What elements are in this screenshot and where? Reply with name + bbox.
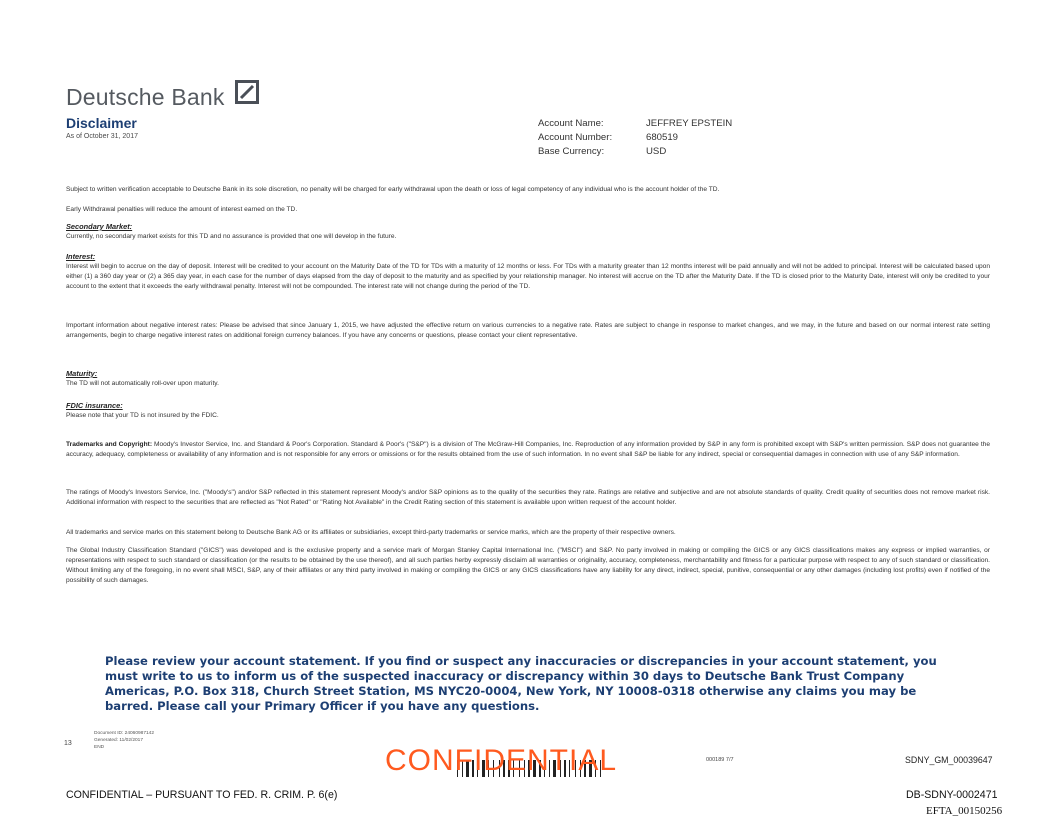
efta-number: EFTA_00150256 bbox=[926, 805, 1003, 817]
fdic-text: Please note that your TD is not insured by the FDIC. bbox=[66, 412, 219, 419]
base-currency-label: Base Currency: bbox=[538, 146, 605, 157]
page-sequence-code: 000189 7/7 bbox=[706, 757, 734, 763]
trademarks-copyright-paragraph bbox=[66, 440, 990, 460]
bank-brand-name: Deutsche Bank bbox=[66, 84, 225, 110]
secondary-market-section bbox=[66, 222, 990, 242]
page-title: Disclaimer bbox=[66, 115, 137, 131]
db-sdny-bates-number: DB-SDNY-0002471 bbox=[906, 789, 998, 801]
document-id: Document ID: 24060987142 bbox=[94, 731, 155, 736]
ratings-paragraph: The ratings of Moody's Investors Service, Inc. ("Moody's") and/or S&P reflected in this statement represent Moody's and/or S&P opinions as to the quality of the securities they rate. Ratings are relative and subjective and are not absolute standards of quality. Credit quality of securities does not remove market risk. Additional information with respect to the securities that are reflected as "Not Rated" or "Rating Not Available" in the Credit Rating section of this statement is available upon written request of the account holder. bbox=[66, 489, 990, 506]
deutsche-bank-logo-icon bbox=[235, 80, 259, 104]
account-review-notice: Please review your account statement. If you find or suspect any inaccuracies or discrepancies in your account statement, you must write to us to inform us of the suspected inaccuracy or discrepancy within 30 days to Deutsche Bank Trust Company Americas, P.O. Box 318, Church Street Station, MS NYC20-0004, New York, NY 10008-0318 otherwise any claims you may be barred. Please call your Primary Officer if you have any questions. bbox=[105, 654, 937, 713]
interest-heading: Interest: bbox=[66, 252, 96, 261]
maturity-heading: Maturity: bbox=[66, 369, 98, 378]
generated-date: Generated: 11/02/2017 bbox=[94, 738, 143, 743]
account-info bbox=[538, 117, 732, 159]
confidential-pursuant-line: CONFIDENTIAL – PURSUANT TO FED. R. CRIM. P. 6(e) bbox=[66, 789, 338, 801]
early-withdrawal-paragraph: Subject to written verification acceptable to Deutsche Bank in its sole discretion, no penalty will be charged for early withdrawal upon the death or loss of legal competency of any individual who is the account holder of the TD. bbox=[66, 186, 720, 193]
secondary-market-text: Currently, no secondary market exists for this TD and no assurance is provided that one will develop in the future. bbox=[66, 233, 397, 240]
trademarks-copyright-heading: Trademarks and Copyright: bbox=[66, 441, 153, 448]
end-marker: END bbox=[94, 745, 105, 750]
confidential-stamp: CONFIDENTIAL bbox=[385, 744, 618, 777]
as-of-date: As of October 31, 2017 bbox=[66, 133, 138, 140]
base-currency-value: USD bbox=[646, 146, 667, 157]
fdic-section bbox=[66, 401, 990, 421]
interest-text: Interest will begin to accrue on the day of deposit. Interest will be credited to your account on the Maturity Date of the TD for TDs with a maturity of 12 months or less. For TDs with a maturity greater than 12 months interest will be paid annually and will not be added to principal. Interest will be calculated based upon either (1) a 360 day year or (2) a 365 day year, in each case for the number of days elapsed from the day of deposit to the maturity and as specified by your relationship manager. No interest will accrue on the TD after the Maturity Date. If the TD is closed prior to the Maturity Date, interest will only be credited to your account to the extent that it exceeds the early withdrawal penalty. Interest will not be compounded. The interest rate will not change during the period of the TD. bbox=[66, 263, 990, 290]
account-name-label: Account Name: bbox=[538, 118, 604, 129]
account-name-value: JEFFREY EPSTEIN bbox=[646, 118, 733, 129]
maturity-section bbox=[66, 369, 990, 389]
interest-section bbox=[66, 252, 990, 292]
maturity-text: The TD will not automatically roll-over upon maturity. bbox=[66, 380, 219, 387]
sdny-bates-number: SDNY_GM_00039647 bbox=[905, 755, 993, 765]
trademarks-ownership-paragraph: All trademarks and service marks on this statement belong to Deutsche Bank AG or its affiliates or subsidiaries, except third-party trademarks or service marks, which are the property of their respective owners. bbox=[66, 529, 676, 536]
fdic-heading: FDIC insurance: bbox=[66, 401, 123, 410]
gics-paragraph: The Global Industry Classification Standard ("GICS") was developed and is the exclusive property and a service mark of Morgan Stanley Capital International Inc. ("MSCI") and S&P. No party involved in making or compiling the GICS or any GICS classifications makes any express or implied warranties, or representations with respect to such standard or classification (or the results to be obtained by the use thereof), and all such parties herby expressly disclaim all warranties or originality, accuracy, completeness, merchantability and fitness for a particular purpose with respect to any of such standard or classification. Without limiting any of the foregoing, in no event shall MSCI, S&P, any of their affiliates or any third party involved in making or compiling the GICS or any GICS classifications have any liability for any direct, indirect, special, punitive, consequential or any other damages (including lost profits) even if notified of the possibility of such damages. bbox=[66, 547, 990, 584]
negative-rates-paragraph: Important information about negative interest rates: Please be advised that since January 1, 2015, we have adjusted the effective return on various currencies to a negative rate. Rates are subject to change in response to market changes, and we may, in the future and based on our normal interest rate setting arrangements, begin to charge negative interest rates on additional foreign currency balances. If you have any concerns or questions, please contact your client representative. bbox=[66, 322, 990, 339]
account-number-value: 680519 bbox=[646, 132, 679, 143]
account-number-label: Account Number: bbox=[538, 132, 613, 143]
document-meta bbox=[94, 730, 154, 751]
trademarks-copyright-text: Moody's Investor Service, Inc. and Standard & Poor's Corporation. Standard & Poor's ("S&P") is a division of The McGraw-Hill Companies, Inc. Reproduction of any information provided by S&P in any form is prohibited except with S&P's written permission. S&P does not guarantee the accuracy, adequacy, completeness or availability of any information and is not responsible for any errors or omissions or for the results obtained from the use of such information. In no event shall S&P be liable for any indirect, special or consequential damages in connection with use of any S&P information. bbox=[66, 441, 990, 458]
page-number: 13 bbox=[64, 740, 72, 747]
secondary-market-heading: Secondary Market: bbox=[66, 222, 133, 231]
penalty-paragraph: Early Withdrawal penalties will reduce the amount of interest earned on the TD. bbox=[66, 206, 298, 213]
